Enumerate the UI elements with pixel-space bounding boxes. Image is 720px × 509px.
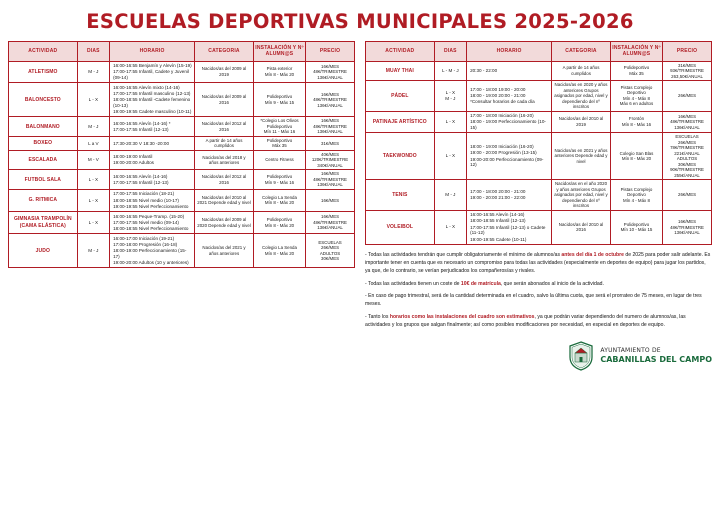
col-actividad: ACTIVIDAD	[9, 42, 78, 62]
cell-precio: 16€/MES 48€/TRIMESTRE 136€/ANUAL	[663, 111, 712, 133]
left-column	[8, 41, 355, 268]
cell-instalacion: Pista exterior Mín 8 - Máx 20	[253, 61, 305, 83]
cell-actividad: ESCALADA	[9, 150, 78, 170]
cell-actividad: PÁDEL	[366, 81, 435, 112]
cell-instalacion: Colegio La Senda Mín 8 - Máx 20	[253, 189, 305, 211]
cell-instalacion: Pistas Complejo Deportivo Mín 4 - Máx 8 Máx 6 en adultos	[610, 81, 662, 112]
col-horario: HORARIO	[110, 42, 195, 62]
cell-horario: 17:00 - 18:00 Iniciación (16-20) 18:00 - 19:00 Perfeccionamiento (10-15)	[467, 111, 552, 133]
cell-actividad: VOLEIBOL	[366, 210, 435, 244]
cell-actividad: G. RITMICA	[9, 189, 78, 211]
cell-precio: 16€/MES 48€/TRIMESTRE 136€/ANUAL	[306, 83, 355, 117]
cell-horario: 17:00-17:55 Iniciación (18-21) 18:00-18:55 Nivel medio (10-17) 19:00-19:55 Nivel Perfeccionamiento	[110, 189, 195, 211]
cell-actividad: ATLETISMO	[9, 61, 78, 83]
cell-categoria: Nacidos/as en 2020 y años anteriores Grupos asignados por edad, nivel y dependiendo del nº inscritos	[552, 81, 611, 112]
cell-horario: 16:00-16:55 Alevín (14-16) * 17:00-17:55 Infantil (12-13)	[110, 117, 195, 137]
cell-precio: 16€/MES 48€/TRIMESTRE 136€/ANUAL	[306, 170, 355, 190]
activities-table-left	[8, 41, 355, 268]
cell-dias: L - X	[77, 212, 109, 234]
cell-dias: L a V	[77, 136, 109, 150]
cell-dias: L - X	[434, 210, 466, 244]
cell-instalacion: Polideportivo Mín 8 - Máx 20	[253, 212, 305, 234]
cell-dias: L - X	[77, 189, 109, 211]
note-item: - Tanto los horarios como las instalaciones del cuadro son estimativos, ya que podrán variar dependiendo del numero de alumnos/as, las actividades y los grupos que salgan finalmente; así como posibles modificaciones por necesidad, en especial en deportes de equipo.	[365, 314, 686, 329]
cell-categoria: Nacidos/as en 2021 y años anteriores Depende edad y nivel	[552, 133, 611, 180]
cell-instalacion: Colegio La Senda Mín 8 - Máx 20	[253, 234, 305, 268]
col-precio: PRECIO	[663, 42, 712, 62]
table-row	[9, 170, 355, 190]
cell-horario: 20:30 - 22:00	[467, 61, 552, 81]
col-instalacion: INSTALACIÓN Y Nº ALUMN@S	[253, 42, 305, 62]
cell-precio: 31€/MES	[306, 136, 355, 150]
cell-precio: ESCUELAS 26€/MES 78€/TRIMESTRE 221€/ANUAL ADULTOS 30€/MES 90€/TRIMESTRE 255€/ANUAL	[663, 133, 712, 180]
cell-dias: M - J	[77, 234, 109, 268]
footer-line-1: AYUNTAMIENTO DE	[600, 346, 661, 354]
footer-line-2: CABANILLAS DEL CAMPO	[600, 354, 712, 364]
cell-instalacion: Polideportivo Mín 10 - Máx 15	[610, 210, 662, 244]
table-row	[9, 83, 355, 117]
cell-instalacion: Polideportivo Máx 35	[610, 61, 662, 81]
cell-actividad: TAEKWONDO	[366, 133, 435, 180]
note-item: - En caso de pago trimestral, será de la cantidad determinada en el cuadro, salvo la última cuota, que será el prorrateo de 75 meses, en lugar de tres meses.	[365, 293, 702, 308]
col-instalacion: INSTALACIÓN Y Nº ALUMN@S	[610, 42, 662, 62]
cell-precio: 16€/MES	[306, 189, 355, 211]
right-column	[365, 41, 712, 371]
cell-dias: M - J	[434, 180, 466, 211]
table-row	[9, 117, 355, 137]
table-header-row	[9, 42, 355, 62]
table-row	[366, 111, 712, 133]
cell-instalacion: Polideportivo Mín 9 - Máx 15	[253, 83, 305, 117]
cell-precio: 16€/MES 48€/TRIMESTRE 136€/ANUAL	[306, 212, 355, 234]
cell-instalacion: Pistas Complejo Deportivo Mín 4 - Máx 8	[610, 180, 662, 211]
col-precio: PRECIO	[306, 42, 355, 62]
cell-categoria: Nacidos/as en el año 2020 y años anteriores Grupos asignados por edad, nivel y dependiendo del nº inscritos	[552, 180, 611, 211]
cell-dias: L - M - J	[434, 61, 466, 81]
notes-block	[365, 252, 712, 335]
cell-categoria: Nacidos/as del 2010 al 2021 Depende edad y nivel	[195, 189, 254, 211]
cell-categoria: Nacidos/as del 2009 al 2016	[195, 83, 254, 117]
cell-categoria: Nacidos/as del 2021 y años anteriores	[195, 234, 254, 268]
cell-actividad: JUDO	[9, 234, 78, 268]
col-horario: HORARIO	[467, 42, 552, 62]
table-row	[9, 234, 355, 268]
table-row	[366, 61, 712, 81]
cell-dias: L - X	[434, 111, 466, 133]
cell-categoria: Nacidos/as del 2009 al 2020 Depende edad y nivel	[195, 212, 254, 234]
table-row	[9, 189, 355, 211]
table-row	[9, 150, 355, 170]
cell-categoria: Nacidos/as del 2012 al 2016	[195, 117, 254, 137]
cell-categoria: A partir de 14 años cumplidos	[195, 136, 254, 150]
cell-horario: 17:30-20:30 V 18:30 -20:00	[110, 136, 195, 150]
cell-instalacion: Frontón Mín 8 - Máx 16	[610, 111, 662, 133]
col-dias: DIAS	[434, 42, 466, 62]
cell-dias: L - X M - J	[434, 81, 466, 112]
cell-actividad: GIMNASIA TRAMPOLÍN (CAMA ELÁSTICA)	[9, 212, 78, 234]
cell-actividad: BALONCESTO	[9, 83, 78, 117]
cell-horario: 18:00-19:00 Infantil 19:00-20:00 Adultos	[110, 150, 195, 170]
footer	[365, 341, 712, 371]
cell-instalacion: Polideportivo Mín 9 - Máx 16	[253, 170, 305, 190]
cell-actividad: MUAY THAI	[366, 61, 435, 81]
cell-actividad: TENIS	[366, 180, 435, 211]
cell-dias: L - X	[77, 170, 109, 190]
cell-precio: 26€/MES	[663, 180, 712, 211]
cell-precio: 26€/MES	[663, 81, 712, 112]
cell-precio: 40€/MES 120€/TRIMESTRE 340€/ANUAL	[306, 150, 355, 170]
cell-categoria: A partir de 14 años cumplidos	[552, 61, 611, 81]
col-categoria: CATEGORIA	[552, 42, 611, 62]
cell-instalacion: *Colegio Los Olivos Polideportivo Mín 11 - Máx 16	[253, 117, 305, 137]
town-crest-icon	[568, 341, 594, 371]
cell-precio: ESCUELAS 26€/MES ADULTOS 30€/MES	[306, 234, 355, 268]
table-header-row	[366, 42, 712, 62]
cell-horario: 18:00 - 19:00 Iniciación (16-20) 19:00 - 20:00 Progresión (13-15) 19:00-20:00 Perfeccionamiento (09-12)	[467, 133, 552, 180]
table-row	[366, 81, 712, 112]
cell-categoria: Nacidos/as del 2010 al 2016	[552, 210, 611, 244]
cell-horario: 16:00-16:55 Benjamín y Alevín (15-19) 17:00-17:55 Infantil, Cadete y Juvenil (09-14)	[110, 61, 195, 83]
cell-precio: 31€/MES 93€/TRIMESTRE 263,50€/ANUAL	[663, 61, 712, 81]
cell-dias: L - X	[434, 133, 466, 180]
table-row	[9, 136, 355, 150]
activities-table-right	[365, 41, 712, 245]
cell-horario: 16:00-16:55 Alevín (14-16) 18:00-18:55 Infantil (12-13) 17:00-17:55 Infantil (12-13) o Cadete (11-12) 19:00-19:55 Cadete (10-11)	[467, 210, 552, 244]
page-title: ESCUELAS DEPORTIVAS MUNICIPALES 2025-2026	[86, 10, 634, 33]
cell-categoria: Nacidos/as del 2009 al 2019	[195, 61, 254, 83]
cell-dias: M - J	[77, 117, 109, 137]
cell-horario: 16:00-17:00 Iniciación (19-21) 17:00-18:00 Progresión (16-18) 18:00-19:00 Perfeccionamiento (15-17) 19:00-20:00 Adultos (10 y anteriores)	[110, 234, 195, 268]
cell-precio: 16€/MES 48€/TRIMESTRE 136€/ANUAL	[306, 61, 355, 83]
tables-area	[8, 41, 712, 371]
cell-precio: 16€/MES 48€/TRIMESTRE 136€/ANUAL	[663, 210, 712, 244]
cell-instalacion: Colegio San Blas Mín 8 - Máx 20	[610, 133, 662, 180]
col-dias: DIAS	[77, 42, 109, 62]
cell-dias: L - X	[77, 83, 109, 117]
left-table-body	[9, 61, 355, 268]
cell-categoria: Nacidos/as del 2012 al 2016	[195, 170, 254, 190]
table-row	[9, 61, 355, 83]
footer-text	[600, 347, 712, 365]
table-row	[366, 210, 712, 244]
table-row	[366, 133, 712, 180]
cell-instalacion: Polideportivo Máx 35	[253, 136, 305, 150]
table-row	[9, 212, 355, 234]
col-categoria: CATEGORIA	[195, 42, 254, 62]
cell-dias: M - V	[77, 150, 109, 170]
cell-horario: 16:00-16:55 Alevín (14-16) 17:00-17:55 Infantil (12-13)	[110, 170, 195, 190]
cell-categoria: Nacidos/as del 2018 y años anteriores	[195, 150, 254, 170]
cell-precio: 16€/MES 48€/TRIMESTRE 136€/ANUAL	[306, 117, 355, 137]
cell-actividad: PATINAJE ARTÍSTICO	[366, 111, 435, 133]
cell-dias: M - J	[77, 61, 109, 83]
cell-actividad: BOXEO	[9, 136, 78, 150]
cell-horario: 16:00-16:55 Alevín mixto (14-16) 17:00-17:55 Infantil masculino (12-13) 18:00-18:55 Infantil -Cadete femenino (10-13) 19:00-19:55 Cadete masculino (10-11)	[110, 83, 195, 117]
cell-actividad: BALONMANO	[9, 117, 78, 137]
cell-actividad: FUTBOL SALA	[9, 170, 78, 190]
cell-categoria: Nacidos/as del 2010 al 2019	[552, 111, 611, 133]
cell-horario: 17:00 - 18:00 19:00 - 20:00 18:00 - 19:00 20:00 - 21:00 *Consultar horarios de cada día	[467, 81, 552, 112]
cell-instalacion: Centro Fitness	[253, 150, 305, 170]
cell-horario: 16:00-16:55 Peque-Tramp. (15-20) 17:00-17:55 Nivel medio (09-14) 18:00-18:55 Nivel Perfeccionamiento	[110, 212, 195, 234]
note-item: - Todas las actividades tienen un coste de 10€ de matrícula, que serán abonados al inicio de la actividad.	[365, 280, 604, 287]
cell-horario: 17:00 - 18:00 20:00 - 21:00 19:00 - 20:00 21:00 - 22:00	[467, 180, 552, 211]
note-item: - Todas las actividades tendrán que cumplir obligatoriamente el mínimo de alumnos/as antes del día 1 de octubre de 2025 para poder salir adelante. Es importante tener en cuenta que es necesario un compromiso para todas las actividades (especialmente en deportes de equipo) para jugar los partidos, ya que, de lo contrario, se verían perjudicados los compañeros/as y rivales.	[365, 251, 711, 274]
right-table-body	[366, 61, 712, 244]
table-row	[366, 180, 712, 211]
col-actividad: ACTIVIDAD	[366, 42, 435, 62]
